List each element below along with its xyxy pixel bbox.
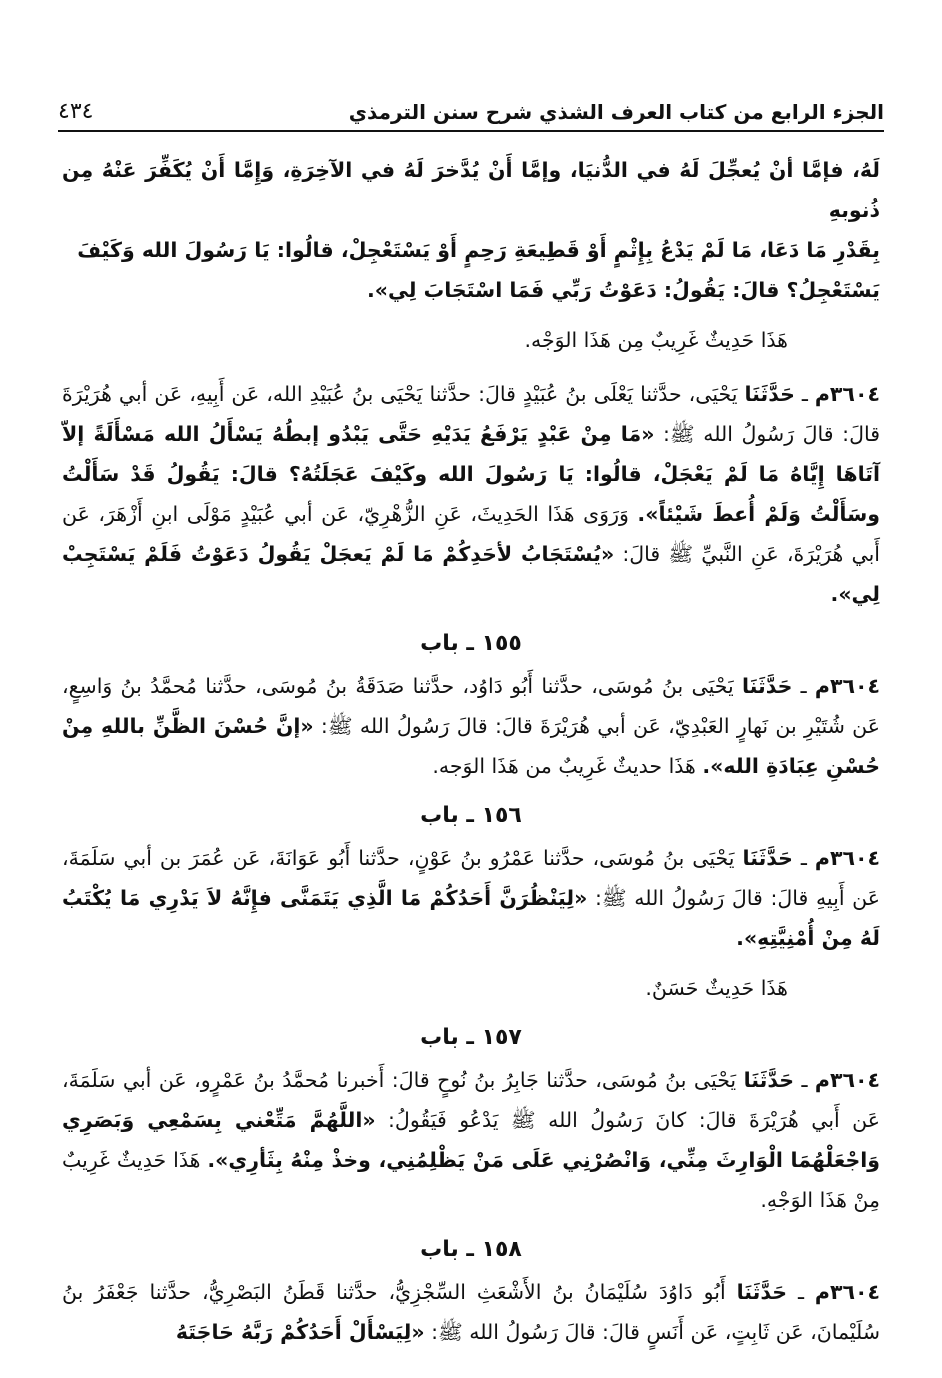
isnad-text: يَحْيَى، حدَّثنا يَعْلَى بنُ عُبَيْدٍ قالَ: حدَّثنا يَحْيَى بنُ عُبَيْدِ الله، عَن أَبِيهِ، عَن أبي هُرَيْرَةَ قالَ: قالَ رَسُولُ الله ﷺ:	[62, 382, 881, 446]
chapter-heading-157: ١٥٧ ـ باب	[420, 1025, 522, 1050]
hadith-number: ٣٦٠٤م	[814, 382, 880, 406]
isnad-text: أَبُو دَاوُدَ سُلَيْمَانُ بنُ الأَشْعَثِ السِّجْزِيُّ، حدَّثنا قَطَنُ البَصْرِيُّ، حدَّثنا جَعْفَرُ بنُ سُلَيْمانَ، عَن ثَابِتٍ، عَن أَنَسٍ قالَ: قالَ رَسُولُ الله ﷺ:	[62, 1280, 880, 1344]
chapter-heading-158: ١٥٨ ـ باب	[420, 1237, 522, 1262]
hadith-3604-c	[62, 838, 880, 958]
hadith-matn: «لِيَسْأَلْ أَحَدُكُمْ رَبَّهُ حَاجَتَهُ	[175, 1320, 425, 1344]
intro-line-3: يَسْتَعْجِلُ؟ قالَ: يَقُولُ: دَعَوْتُ رَبِّي فَمَا اسْتَجَابَ لِي».	[367, 278, 880, 302]
hadith-3604-a	[62, 374, 880, 614]
hadith-matn: «لِيَنْظُرَنَّ أَحَدُكُمْ مَا الَّذِي يَتَمَنَّى فإِنَّهُ لاَ يَدْرِي مَا يُكْتَبُ لَهُ مِنْ أُمْنِيَّتِهِ».	[62, 886, 880, 950]
hadith-matn: «مَا مِنْ عَبْدٍ يَرْفَعُ يَدَيْهِ حَتَّى يَبْدُو إبطُهُ يَسْأَلُ الله مَسْأَلَةً إلاّ آتَاهَا إِيَّاهُ مَا لَمْ يَعْجَلْ، قالُوا: يَا رَسُولَ الله وكَيْفَ عَجَلَتُهُ؟ قالَ: يَقُولُ قَدْ سَأَلْتُ وسَأَلْتُ وَلَمْ أُعطَ شَيْئاً».	[62, 422, 880, 526]
hadith-matn: «اللَّهُمَّ مَتِّعْني بِسَمْعِي وَبَصَرِي وَاجْعَلْهُمَا الْوَارِثَ مِنِّي، وَانْصُرْنِي عَلَى مَنْ يَظْلِمُنِي، وخذْ مِنْهُ بِثَأرِي».	[62, 1108, 880, 1172]
hadith-number: ٣٦٠٤م	[814, 674, 880, 698]
hadith-3604-e	[62, 1272, 880, 1352]
intro-line-2: بِقَدْرِ مَا دَعَا، مَا لَمْ يَدْعُ بِإِثْمٍ أَوْ قَطِيعَةِ رَحِمٍ أَوْ يَسْتَعْجِلْ، قالُوا: يَا رَسُولَ الله وَكَيْفَ	[77, 238, 880, 262]
hadith-matn-2: «يُسْتَجَابُ لأحَدِكُمْ مَا لَمْ يَعجَلْ يَقُولُ دَعَوْتُ فَلَمْ يَسْتَجِبْ لِي».	[62, 542, 880, 606]
grading-text: هَذَا حديثٌ غَرِيبٌ من هَذَا الوَجه.	[432, 754, 703, 778]
hadith-matn: «إنَّ حُسْنَ الظَّنِّ باللهِ مِنْ حُسْنِ عِبَادَةِ الله».	[62, 714, 880, 778]
hadith-dash: ـ	[794, 382, 815, 406]
hadith-number: ٣٦٠٤م	[814, 846, 880, 870]
hadith-number: ٣٦٠٤م	[814, 1280, 880, 1304]
isnad-text: يَحْيَى بنُ مُوسَى، حدَّثنا جَابِرُ بنُ نُوحٍ قالَ: أَخبرنا مُحمَّدُ بنُ عَمْرٍو، عَن أبي سَلَمَةَ، عَن أَبي هُرَيْرَةَ قالَ: كانَ رَسُولُ الله ﷺ يَدْعُو فَيَقُولُ:	[62, 1068, 881, 1132]
header-title: الجزء الرابع من كتاب العرف الشذي شرح سنن الترمذي	[348, 100, 884, 124]
hadith-dash: ـ	[792, 846, 815, 870]
hadith-3604-b	[62, 666, 880, 786]
hadith-3604-d	[62, 1060, 880, 1220]
isnad-text: يَحْيَى بنُ مُوسَى، حدَّثنا أَبُو دَاوُد، حدَّثنا صَدَقَةُ بنُ مُوسَى، حدَّثنا مُحمَّدُ بنُ وَاسِعٍ، عَن شُتَيْرِ بن نَهارٍ العَبْدِيّ، عَن أبي هُرَيْرَةَ قالَ: قالَ رَسُولُ الله ﷺ:	[62, 674, 880, 738]
haddathana-word: حَدَّثَنَا	[742, 846, 793, 870]
page-body	[62, 150, 880, 1352]
grading-text: هَذَا حَدِيثٌ غَرِيبٌ مِنْ هَذَا الوَجْهِ.	[62, 1148, 880, 1212]
chapter-heading-156: ١٥٦ ـ باب	[420, 803, 522, 828]
running-header	[58, 88, 884, 132]
haddathana-word: حَدَّثَنَا	[741, 674, 793, 698]
intro-verdict: هَذَا حَدِيثٌ غَرِيبٌ مِن هَذَا الوَجْه.	[524, 328, 788, 352]
hadith-dash: ـ	[792, 674, 815, 698]
hadith-number: ٣٦٠٤م	[814, 1068, 880, 1092]
haddathana-word: حَدَّثَنَا	[736, 1280, 787, 1304]
hadith-dash: ـ	[787, 1280, 815, 1304]
isnad-text: يَحْيَى بنُ مُوسَى، حدَّثنا عَمْرُو بنُ عَوْنٍ، حدَّثنا أَبُو عَوَانَةَ، عَن عُمَرَ بن أبي سَلَمَةَ، عَن أَبِيهِ قالَ: قالَ رَسُولُ الله ﷺ:	[62, 846, 880, 910]
hadith-dash: ـ	[793, 1068, 815, 1092]
page-number: ٤٣٤	[58, 99, 94, 124]
intro-line-1: لَهُ، فإمَّا أنْ يُعجِّلَ لَهُ في الدُّنيَا، وإمَّا أَنْ يُدَّخرَ لَهُ في الآخِرَةِ، وَإِمَّا أَنْ يُكَفِّرَ عَنْهُ مِن ذُنوبهِ	[62, 158, 880, 222]
haddathana-word: حَدَّثَنَا	[744, 382, 795, 406]
chapter-heading-155: ١٥٥ ـ باب	[420, 631, 522, 656]
isnad-text-2: وَرَوَى هَذَا الحَدِيثَ، عَنِ الزُّهْرِيّ، عَن أبي عُبَيْدٍ مَوْلَى ابنِ أَزْهَرَ، عَن أَبي هُرَيْرَةَ، عَنِ النَّبيِّ ﷺ قالَ:	[62, 502, 880, 566]
grading-text: هَذَا حَدِيثٌ حَسَنٌ.	[645, 976, 788, 1000]
haddathana-word: حَدَّثَنَا	[743, 1068, 794, 1092]
